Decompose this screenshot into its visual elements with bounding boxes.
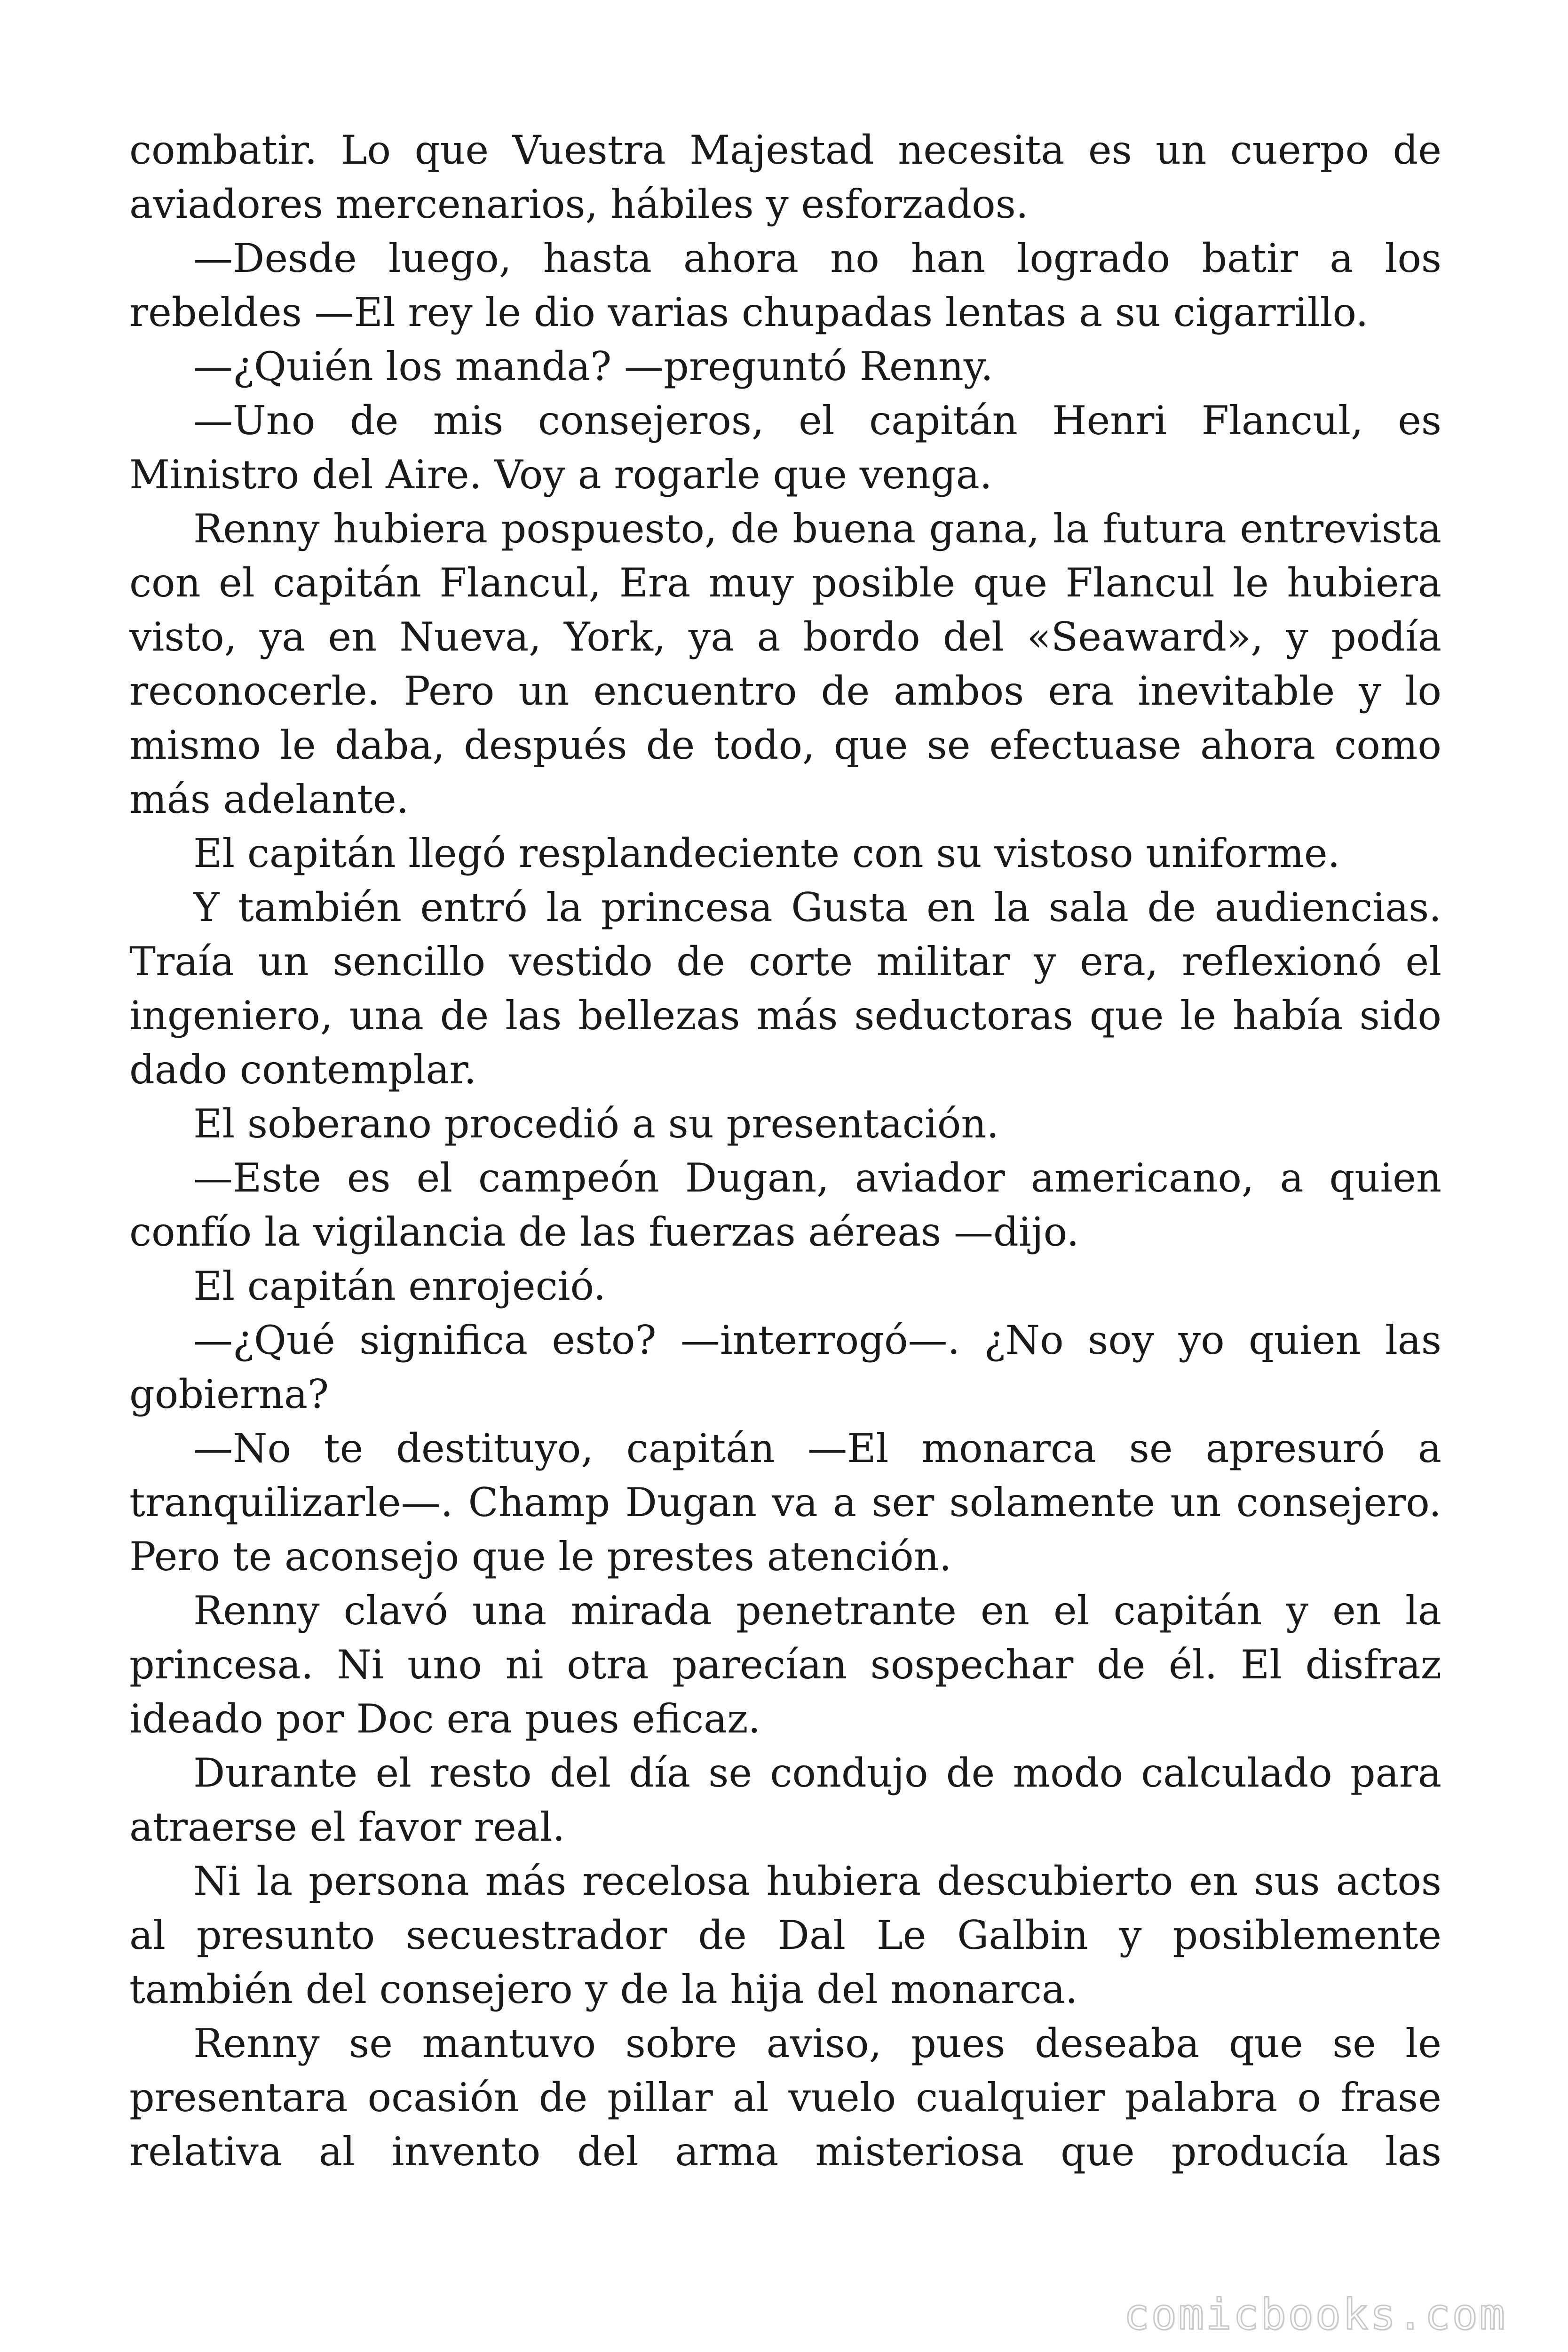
paragraph-13: Renny clavó una mirada penetrante en el capitán y en la princesa. Ni uno ni otra parecían sospechar de él. El disfraz ideado por Doc era pues eficaz. (129, 1588, 1441, 1742)
paragraph-16: Renny se mantuvo sobre aviso, pues deseaba que se le presentara ocasión de pillar al vuelo cualquier palabra o frase relativa al invento del arma misteriosa que producía las (129, 2020, 1441, 2175)
paragraph-3: —¿Quién los manda? —preguntó Renny. (193, 343, 993, 389)
paragraph-14: Durante el resto del día se condujo de modo calculado para atraerse el favor real. (129, 1750, 1441, 1850)
paragraph-11: —¿Qué significa esto? —interrogó—. ¿No soy yo quien las gobierna? (129, 1317, 1441, 1417)
paragraph-1: combatir. Lo que Vuestra Majestad necesita es un cuerpo de aviadores mercenarios, hábiles y esforzados. (129, 127, 1441, 227)
paragraph-7: Y también entró la princesa Gusta en la sala de audiencias. Traía un sencillo vestido de corte militar y era, reflexionó el ingeniero, una de las bellezas más seductoras que le había sido dado contemplar. (129, 884, 1441, 1093)
paragraph-6: El capitán llegó resplandeciente con su vistoso uniforme. (193, 830, 1340, 876)
page-body (129, 123, 1441, 2179)
watermark: comicbooks.com (1124, 2290, 1507, 2339)
paragraph-2: —Desde luego, hasta ahora no han logrado batir a los rebeldes —El rey le dio varias chupadas lentas a su cigarrillo. (129, 235, 1441, 335)
paragraph-15: Ni la persona más recelosa hubiera descubierto en sus actos al presunto secuestrador de Dal Le Galbin y posiblemente también del consejero y de la hija del monarca. (129, 1858, 1441, 2012)
paragraph-8: El soberano procedió a su presentación. (193, 1101, 999, 1147)
paragraph-10: El capitán enrojeció. (193, 1263, 606, 1309)
paragraph-5: Renny hubiera pospuesto, de buena gana, la futura entrevista con el capitán Flancul, Era muy posible que Flancul le hubiera visto, ya en Nueva, York, ya a bordo del «Seaward», y podía reconocerle. Pero un encuentro de ambos era inevitable y lo mismo le daba, después de todo, que se efectuase ahora como más adelante. (129, 506, 1441, 822)
paragraph-12: —No te destituyo, capitán —El monarca se apresuró a tranquilizarle—. Champ Dugan va a ser solamente un consejero. Pero te aconsejo que le prestes atención. (129, 1425, 1441, 1580)
paragraph-9: —Este es el campeón Dugan, aviador americano, a quien confío la vigilancia de las fuerzas aéreas —dijo. (129, 1155, 1441, 1255)
paragraph-4: —Uno de mis consejeros, el capitán Henri Flancul, es Ministro del Aire. Voy a rogarle que venga. (129, 397, 1441, 498)
